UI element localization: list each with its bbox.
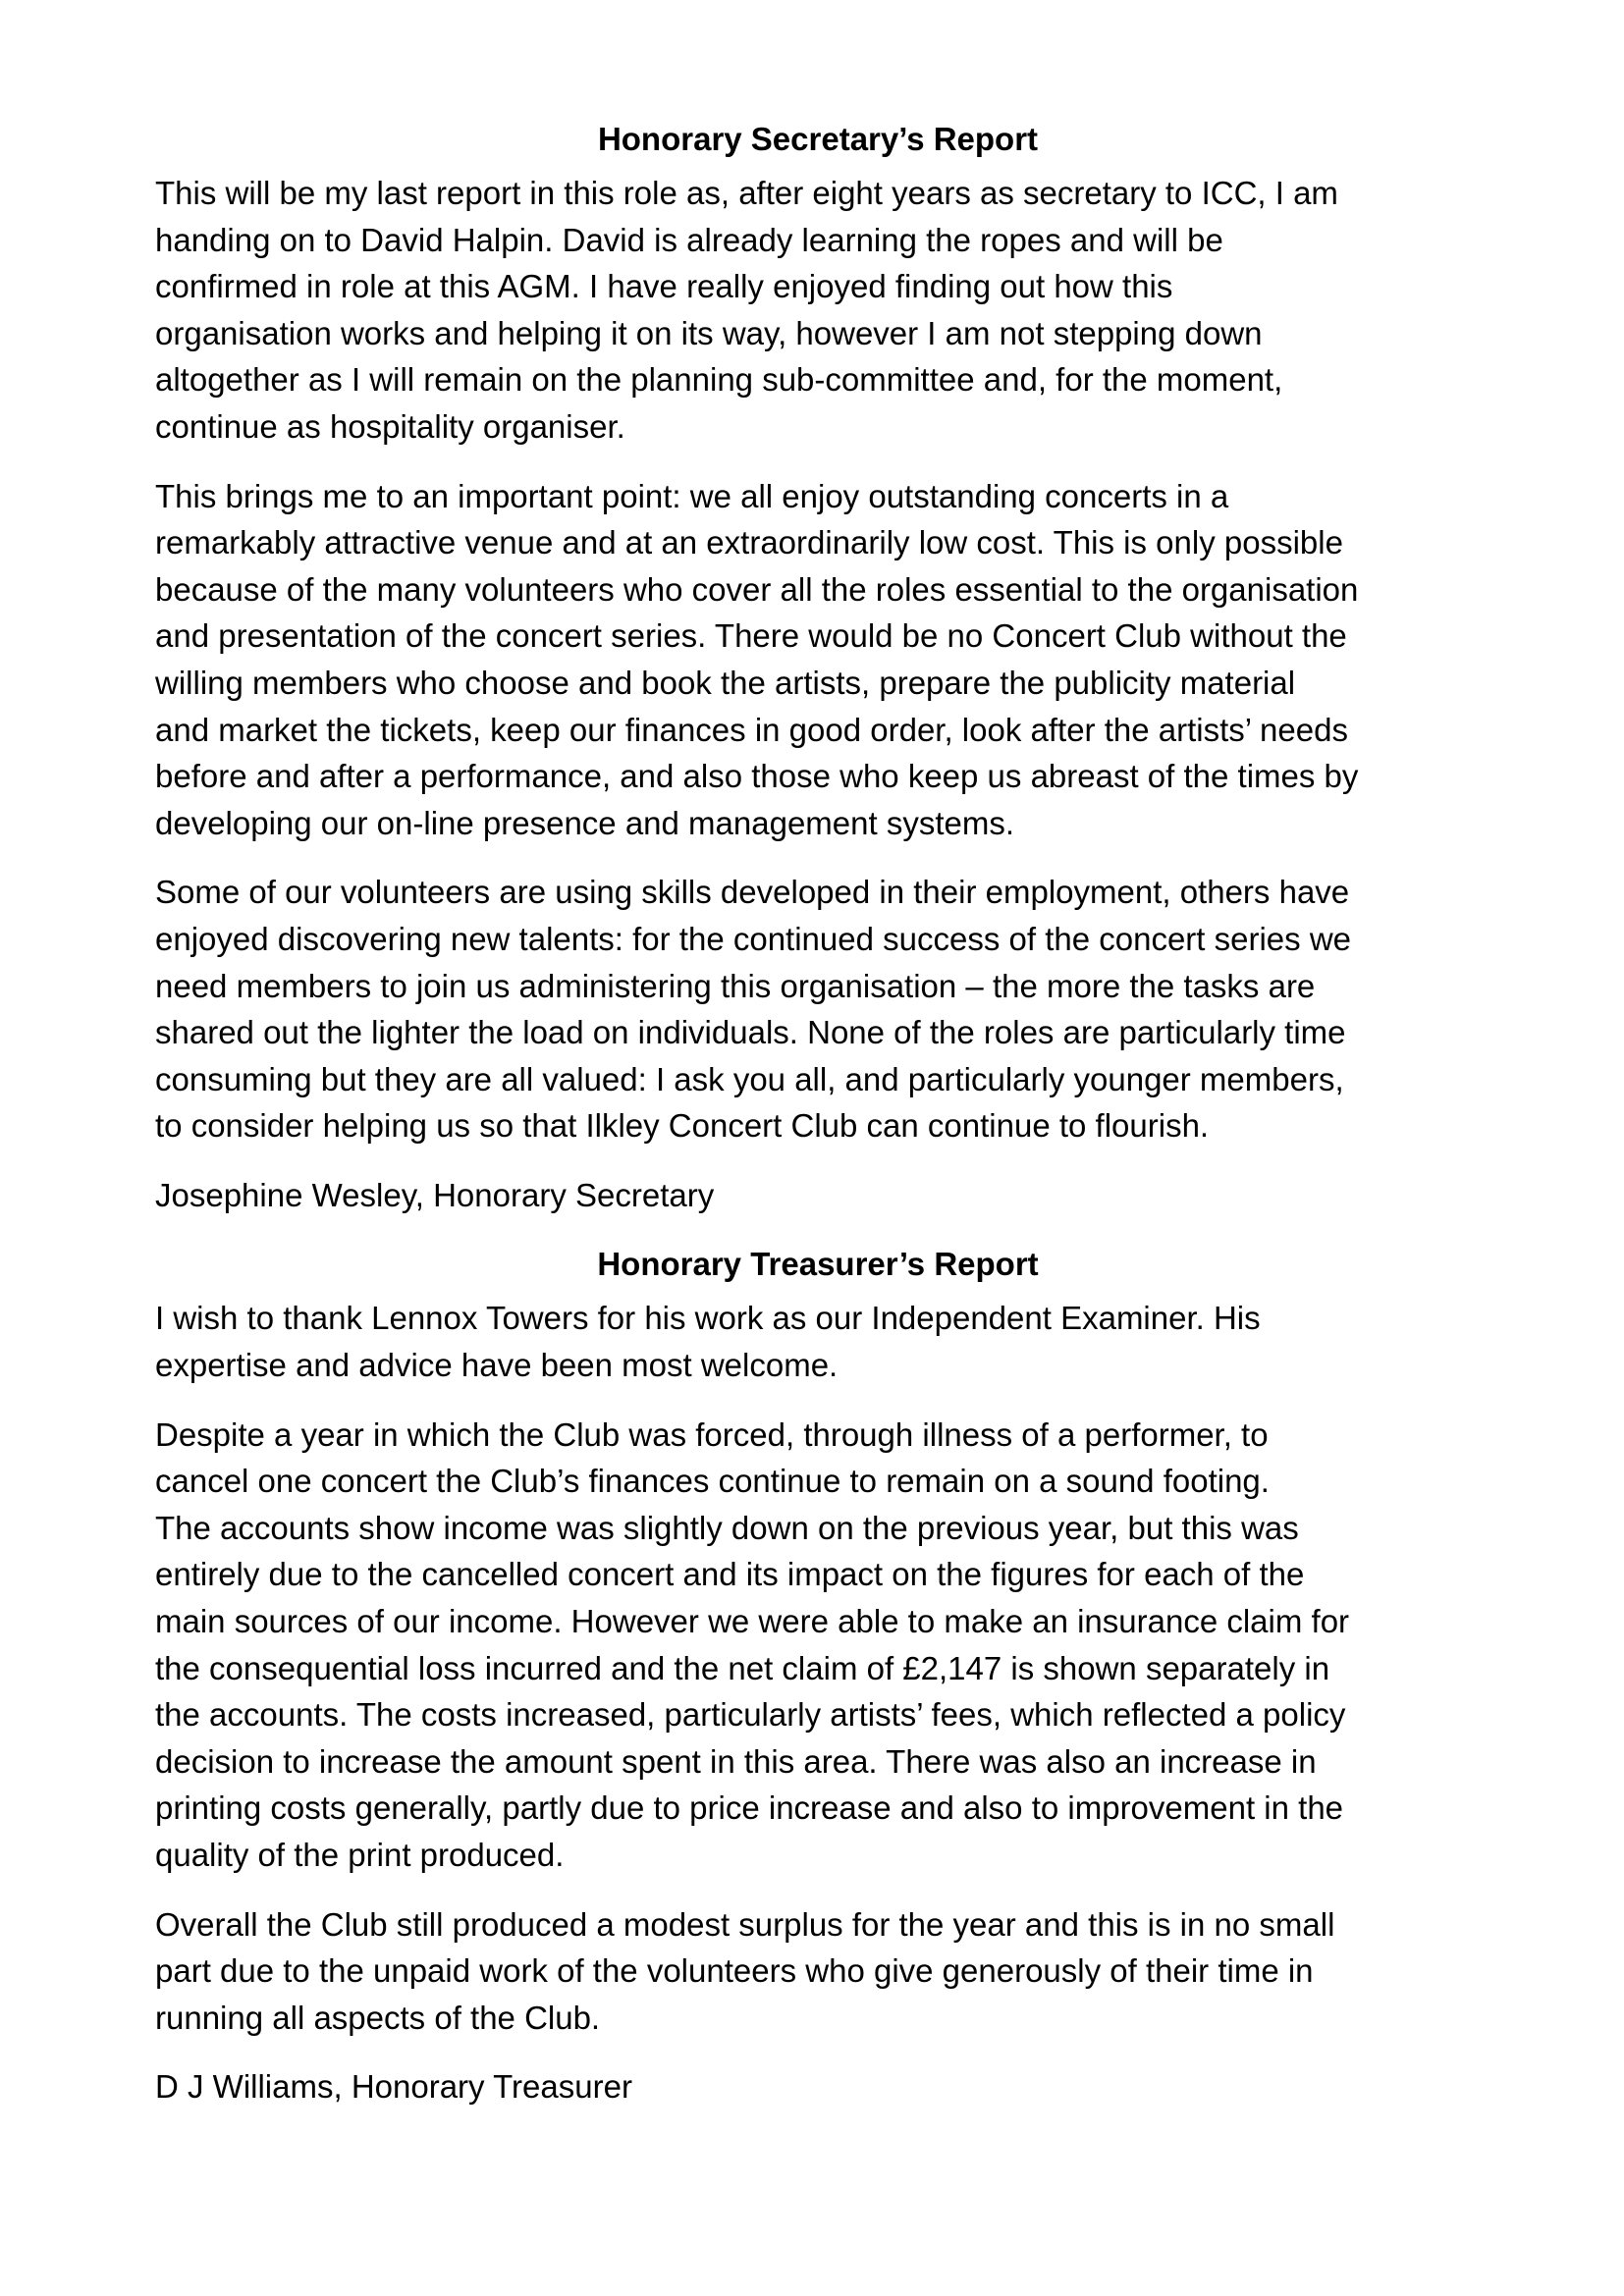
text-line: This brings me to an important point: we all enjoy outstanding concerts in a	[155, 477, 1229, 514]
text-line: need members to join us administering this organisation – the more the tasks are	[155, 967, 1316, 1004]
text-line: handing on to David Halpin. David is already learning the ropes and will be	[155, 221, 1223, 258]
text-line: Overall the Club still produced a modest surplus for the year and this is in no small	[155, 1905, 1335, 1943]
text-line: part due to the unpaid work of the volunteers who give generously of their time in	[155, 1952, 1314, 1990]
text-line: running all aspects of the Club.	[155, 1999, 601, 2036]
secretary-paragraph-1	[155, 170, 1481, 451]
text-line: The accounts show income was slightly down on the previous year, but this was	[155, 1509, 1299, 1546]
text-line: quality of the print produced.	[155, 1837, 565, 1873]
text-line: confirmed in role at this AGM. I have really enjoyed finding out how this	[155, 268, 1173, 305]
text-line: printing costs generally, partly due to price increase and also to improvement in the	[155, 1789, 1344, 1827]
treasurer-paragraph-1	[155, 1295, 1481, 1388]
text-line: consuming but they are all valued: I ask you all, and particularly younger members,	[155, 1060, 1344, 1097]
text-line: willing members who choose and book the artists, prepare the publicity material	[155, 664, 1296, 701]
text-line: and presentation of the concert series. There would be no Concert Club without the	[155, 617, 1347, 655]
text-line: expertise and advice have been most welcome.	[155, 1347, 839, 1384]
text-line: because of the many volunteers who cover all the roles essential to the organisation	[155, 570, 1359, 608]
secretary-report-heading: Honorary Secretary’s Report	[597, 121, 1039, 157]
treasurer-paragraph-3	[155, 1901, 1481, 2042]
text-line: shared out the lighter the load on individuals. None of the roles are particularly time	[155, 1014, 1346, 1051]
text-line: the consequential loss incurred and the net claim of £2,147 is shown separately in	[155, 1649, 1330, 1686]
text-line: main sources of our income. However we were able to make an insurance claim for	[155, 1603, 1350, 1640]
text-line: entirely due to the cancelled concert and its impact on the figures for each of the	[155, 1556, 1305, 1593]
text-line: I wish to thank Lennox Towers for his work as our Independent Examiner. His	[155, 1300, 1261, 1337]
text-line: the accounts. The costs increased, particularly artists’ fees, which reflected a policy	[155, 1696, 1346, 1734]
text-line: cancel one concert the Club’s finances continue to remain on a sound footing.	[155, 1463, 1270, 1500]
treasurer-report-heading: Honorary Treasurer’s Report	[597, 1246, 1039, 1283]
text-line: before and after a performance, and also those who keep us abreast of the times by	[155, 758, 1359, 795]
text-line: continue as hospitality organiser.	[155, 407, 625, 445]
document-page	[155, 116, 1481, 2133]
treasurer-signature: D J Williams, Honorary Treasurer	[155, 2068, 632, 2106]
text-line: remarkably attractive venue and at an extraordinarily low cost. This is only possible	[155, 524, 1343, 561]
secretary-paragraph-2	[155, 473, 1481, 847]
secretary-signature: Josephine Wesley, Honorary Secretary	[155, 1176, 715, 1213]
text-line: altogether as I will remain on the planning sub-committee and, for the moment,	[155, 361, 1283, 399]
secretary-paragraph-3	[155, 869, 1481, 1149]
text-line: This will be my last report in this role as, after eight years as secretary to ICC, I am	[155, 175, 1338, 211]
text-line: organisation works and helping it on its way, however I am not stepping down	[155, 314, 1263, 351]
text-line: Some of our volunteers are using skills developed in their employment, others have	[155, 874, 1350, 911]
text-line: developing our on-line presence and management systems.	[155, 804, 1015, 841]
text-line: enjoyed discovering new talents: for the continued success of the concert series we	[155, 920, 1352, 957]
treasurer-paragraph-2	[155, 1412, 1481, 1879]
text-line: and market the tickets, keep our finances in good order, look after the artists’ needs	[155, 711, 1348, 748]
text-line: decision to increase the amount spent in this area. There was also an increase in	[155, 1742, 1317, 1780]
text-line: Despite a year in which the Club was forced, through illness of a performer, to	[155, 1415, 1269, 1453]
text-line: to consider helping us so that Ilkley Concert Club can continue to flourish.	[155, 1107, 1210, 1145]
